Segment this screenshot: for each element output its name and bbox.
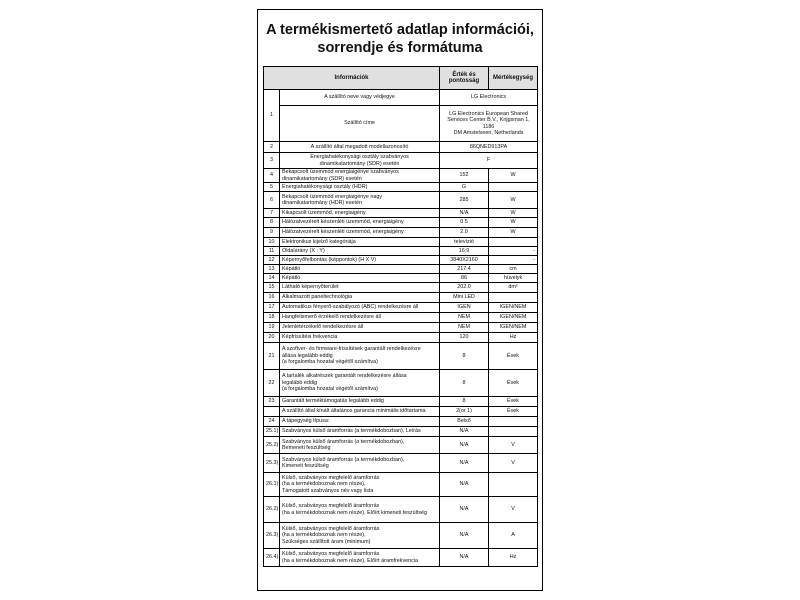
table-row xyxy=(264,333,538,343)
header-unit: Mértékegység xyxy=(489,67,538,90)
row-info: Bekapcsolt üzemmód energiaigénye szabványos dinamikatartomány (SDR) esetén xyxy=(280,169,440,183)
row-number: 18 xyxy=(264,313,280,323)
row-value: 2.0 xyxy=(440,228,489,238)
row-unit: cm xyxy=(489,265,538,274)
row-unit: - xyxy=(489,256,538,265)
row-number: 1 xyxy=(264,90,280,142)
table-row xyxy=(264,293,538,303)
row-value: 8 xyxy=(440,370,489,397)
row-value: 202.0 xyxy=(440,283,489,293)
row-value: 120 xyxy=(440,333,489,343)
row-unit: IGEN/NEM xyxy=(489,323,538,333)
row-unit: V xyxy=(489,437,538,454)
row-info: Bekapcsolt üzemmód energiaigénye nagy dinamikatartomány (HDR) esetén xyxy=(280,192,440,209)
row-unit xyxy=(489,427,538,437)
row-info: Képátló xyxy=(280,274,440,283)
table-row xyxy=(264,497,538,523)
row-unit: IGEN/NEM xyxy=(489,303,538,313)
row-unit: Évek xyxy=(489,407,538,417)
row-number: 2 xyxy=(264,142,280,153)
row-value: Mini LED xyxy=(440,293,489,303)
row-number: 16 xyxy=(264,293,280,303)
row-number: 26.1) xyxy=(264,473,280,497)
table-row xyxy=(264,169,538,183)
table-row xyxy=(264,407,538,417)
fiche-table xyxy=(263,66,538,567)
row-info: Külső, szabványos megfelelő áramforrás (ha a termékdoboznak nem része), Előírt áramfrekvencia xyxy=(280,549,440,567)
table-row xyxy=(264,142,538,153)
row-info: Alkalmazott paneltechnológia xyxy=(280,293,440,303)
row-value: N/A xyxy=(440,497,489,523)
table-row xyxy=(264,183,538,192)
row-info: A szállító által megadott modellazonosító xyxy=(280,142,440,153)
row-value: N/A xyxy=(440,454,489,473)
row-info: A szállító neve vagy védjegye xyxy=(280,90,440,106)
row-number: 15 xyxy=(264,283,280,293)
table-row xyxy=(264,256,538,265)
row-unit: V xyxy=(489,454,538,473)
row-info: Hálózatvezérelt készenléti üzemmód, energiaigény xyxy=(280,218,440,228)
row-number: 5 xyxy=(264,183,280,192)
fiche-title xyxy=(258,21,542,57)
row-value: LG Electronics European Shared Services Center B.V., Krijgsman 1, 1186 DM Amstelveen, Netherlands xyxy=(440,106,538,142)
row-info: Kikapcsolt üzemmód, energiaigény xyxy=(280,209,440,218)
table-row xyxy=(264,90,538,106)
table-row xyxy=(264,397,538,407)
row-unit xyxy=(489,293,538,303)
row-info: Szállító címe xyxy=(280,106,440,142)
row-unit: IGEN/NEM xyxy=(489,313,538,323)
row-value: 2(or 1) xyxy=(440,407,489,417)
row-number: 26.3) xyxy=(264,523,280,549)
row-unit: Évek xyxy=(489,343,538,370)
row-number: 17 xyxy=(264,303,280,313)
row-number: 24 xyxy=(264,417,280,427)
row-unit: W xyxy=(489,218,538,228)
row-info: Képátló xyxy=(280,265,440,274)
table-header-row xyxy=(264,67,538,90)
row-unit: W xyxy=(489,192,538,209)
row-number: 9 xyxy=(264,228,280,238)
row-info: A tartalék alkatrészek garantált rendelkezésre állása legalább eddig (a forgalomba hozatal végétől számítva) xyxy=(280,370,440,397)
table-row xyxy=(264,153,538,169)
row-info: Elektronikus kijelző kategóriája xyxy=(280,238,440,247)
row-info: Képernyőfelbontás (képpontok) (H X V) xyxy=(280,256,440,265)
row-value: 217.4 xyxy=(440,265,489,274)
table-row xyxy=(264,427,538,437)
table-row xyxy=(264,274,538,283)
table-row xyxy=(264,303,538,313)
row-number: 3 xyxy=(264,153,280,169)
table-row xyxy=(264,238,538,247)
table-row xyxy=(264,437,538,454)
row-number: 23 xyxy=(264,397,280,407)
table-row xyxy=(264,454,538,473)
row-number: 26.4) xyxy=(264,549,280,567)
row-value: N/A xyxy=(440,209,489,218)
row-value: N/A xyxy=(440,437,489,454)
table-row xyxy=(264,283,538,293)
row-number: 12 xyxy=(264,256,280,265)
row-number: 25.1) xyxy=(264,427,280,437)
row-info: Külső, szabványos megfelelő áramforrás (ha a termékdoboznak nem része), Előírt kimeneti feszültség xyxy=(280,497,440,523)
row-number: 25.2) xyxy=(264,437,280,454)
row-unit: Évek xyxy=(489,370,538,397)
table-row xyxy=(264,473,538,497)
table-row xyxy=(264,247,538,256)
table-row xyxy=(264,523,538,549)
row-value: NEM xyxy=(440,313,489,323)
row-unit xyxy=(489,417,538,427)
row-info: A tápegység típusa: xyxy=(280,417,440,427)
row-info: A szállító által kínált általános garancia minimális időtartama xyxy=(280,407,440,417)
row-value: G xyxy=(440,183,489,192)
row-unit xyxy=(489,473,538,497)
row-value: televízió xyxy=(440,238,489,247)
row-info: Külső, szabványos megfelelő áramforrás (ha a termékdoboznak nem része), Támogatott szabványos név vagy lista xyxy=(280,473,440,497)
row-info: Jelenlétérzékelő rendelkezésre áll xyxy=(280,323,440,333)
row-value: N/A xyxy=(440,523,489,549)
row-unit: A xyxy=(489,523,538,549)
row-info: Hálózatvezérelt készenléti üzemmód, energiaigény xyxy=(280,228,440,238)
row-unit xyxy=(489,183,538,192)
row-value: 3840X2160 xyxy=(440,256,489,265)
header-value: Érték és pontosság xyxy=(440,67,489,90)
header-info: Információk xyxy=(264,67,440,90)
row-number: 21 xyxy=(264,343,280,370)
row-number xyxy=(264,407,280,417)
row-value: F xyxy=(440,153,538,169)
row-value: N/A xyxy=(440,473,489,497)
table-row xyxy=(264,343,538,370)
row-info: Szabványos külső áramforrás (a termékdobozban), Leírás xyxy=(280,427,440,437)
row-info: A szoftver- és firmware-frissítések garantált rendelkezésre állása legalább eddig (a forgalomba hozatal végétől számítva) xyxy=(280,343,440,370)
row-unit: - xyxy=(489,247,538,256)
row-number: 13 xyxy=(264,265,280,274)
row-value: N/A xyxy=(440,427,489,437)
row-unit: Évek xyxy=(489,397,538,407)
row-number: 10 xyxy=(264,238,280,247)
table-row xyxy=(264,370,538,397)
product-fiche-sheet xyxy=(257,9,543,591)
table-row xyxy=(264,106,538,142)
row-number: 20 xyxy=(264,333,280,343)
row-info: Automatikus fényerő-szabályozó (ABC) rendelkezésre áll xyxy=(280,303,440,313)
row-unit: W xyxy=(489,209,538,218)
row-value: 86QNED913PA xyxy=(440,142,538,153)
table-row xyxy=(264,209,538,218)
row-info: Oldalarány (X : Y) xyxy=(280,247,440,256)
row-number: 7 xyxy=(264,209,280,218)
row-value: 0.5 xyxy=(440,218,489,228)
table-row xyxy=(264,218,538,228)
row-unit: Hz xyxy=(489,333,538,343)
row-info: Energiahatékonysági osztály szabványos dinamikatartomány (SDR) esetén xyxy=(280,153,440,169)
row-value: 16:9 xyxy=(440,247,489,256)
row-value: 8 xyxy=(440,343,489,370)
table-row xyxy=(264,265,538,274)
table-row xyxy=(264,313,538,323)
row-info: Külső, szabványos megfelelő áramforrás (ha a termékdoboznak nem része), Szükséges szállított áram (minimum) xyxy=(280,523,440,549)
row-info: Szabványos külső áramforrás (a termékdobozban), Kimeneti feszültség xyxy=(280,454,440,473)
row-unit xyxy=(489,238,538,247)
fiche-title-line1: A termékismertető adatlap információi, xyxy=(266,22,534,38)
row-number: 11 xyxy=(264,247,280,256)
row-unit: W xyxy=(489,169,538,183)
row-number: 26.2) xyxy=(264,497,280,523)
table-row xyxy=(264,228,538,238)
row-value: 285 xyxy=(440,192,489,209)
row-unit: dm² xyxy=(489,283,538,293)
row-unit: hüvelyk xyxy=(489,274,538,283)
row-number: 25.3) xyxy=(264,454,280,473)
row-value: 8 xyxy=(440,397,489,407)
row-unit: Hz xyxy=(489,549,538,567)
row-unit: W xyxy=(489,228,538,238)
table-row xyxy=(264,323,538,333)
row-unit: V xyxy=(489,497,538,523)
row-value: NEM xyxy=(440,323,489,333)
row-number: 4 xyxy=(264,169,280,183)
row-value: 152 xyxy=(440,169,489,183)
row-info: Garantált terméktámogatás legalább eddig xyxy=(280,397,440,407)
row-value: Belső xyxy=(440,417,489,427)
row-info: Látható képernyőterület xyxy=(280,283,440,293)
row-info: Képfrissítési frekvencia xyxy=(280,333,440,343)
row-number: 6 xyxy=(264,192,280,209)
table-row xyxy=(264,192,538,209)
row-info: Hangfelismerő érzékelő rendelkezésre áll xyxy=(280,313,440,323)
row-value: N/A xyxy=(440,549,489,567)
row-value: IGEN xyxy=(440,303,489,313)
row-info: Szabványos külső áramforrás (a termékdobozban), Bemeneti feszültség xyxy=(280,437,440,454)
fiche-title-line2: sorrendje és formátuma xyxy=(317,40,483,56)
table-row xyxy=(264,417,538,427)
row-info: Energiahatékonysági osztály (HDR) xyxy=(280,183,440,192)
row-number: 22 xyxy=(264,370,280,397)
row-number: 8 xyxy=(264,218,280,228)
row-value: 86 xyxy=(440,274,489,283)
row-number: 14 xyxy=(264,274,280,283)
table-row xyxy=(264,549,538,567)
row-number: 19 xyxy=(264,323,280,333)
row-value: LG Electronics xyxy=(440,90,538,106)
